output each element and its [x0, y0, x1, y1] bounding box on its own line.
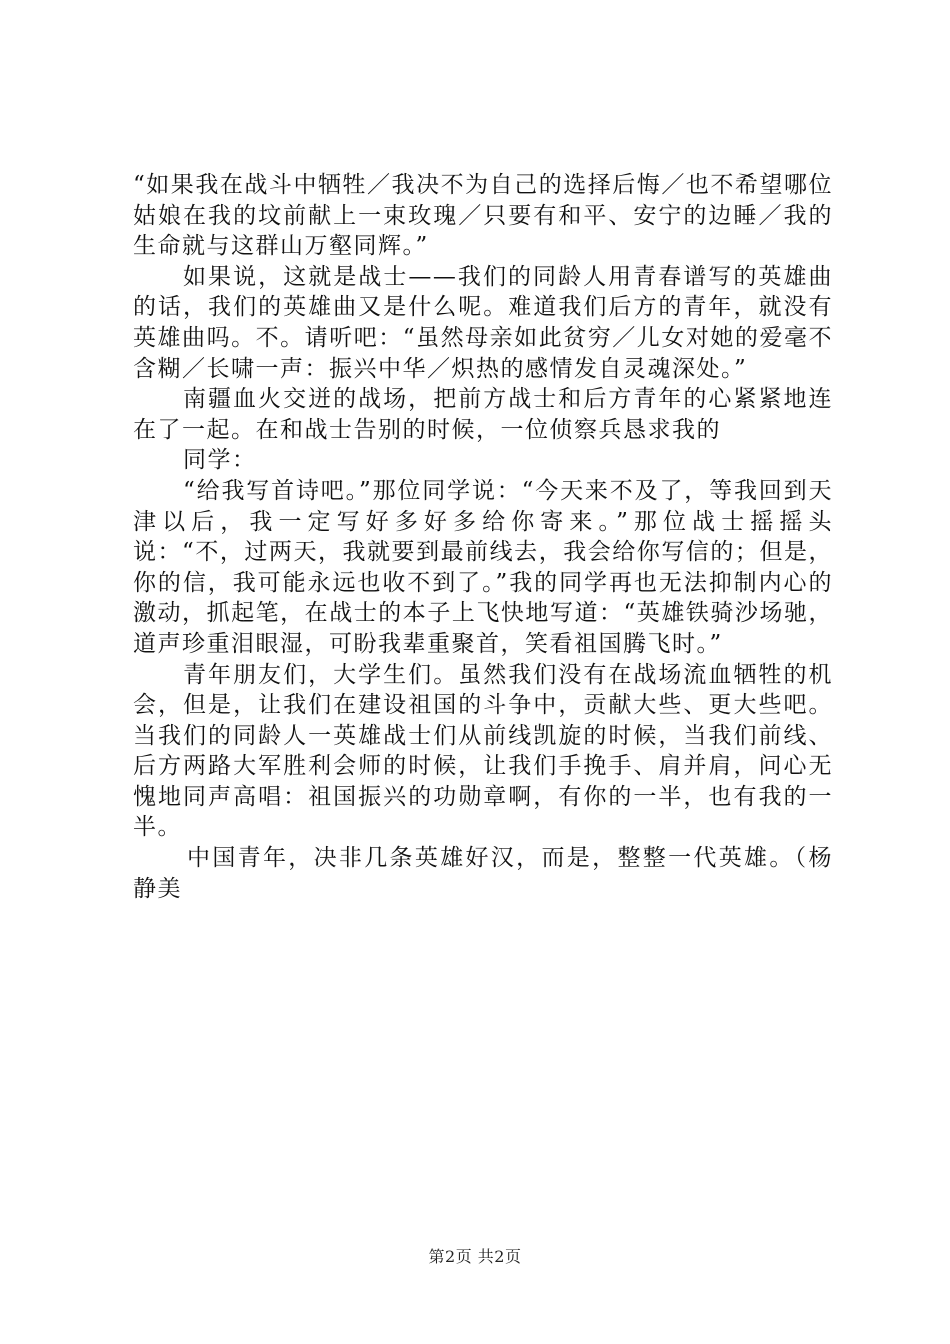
paragraph-hero-song: 如果说，这就是战士——我们的同龄人用青春谱写的英雄曲的话，我们的英雄曲又是什么呢。难道我们后方的青年，就没有英雄曲吗。不。请听吧：“虽然母亲如此贫穷／儿女对她的爱毫不含糊／长啸一声：振兴中华／炽热的感情发自灵魂深处。” [133, 263, 833, 382]
paragraph-young-friends: 青年朋友们，大学生们。虽然我们没有在战场流血牺牲的机会，但是，让我们在建设祖国的斗争中，贡献大些、更大些吧。当我们的同龄人一英雄战士们从前线凯旋的时候，当我们前线、后方两路大军胜利会师的时候，让我们手挽手、肩并肩，问心无愧地同声高唱：祖国振兴的功勋章啊，有你的一半，也有我的一半。 [133, 661, 833, 841]
document-body [133, 170, 833, 904]
paragraph-poem-quote: “如果我在战斗中牺牲／我决不为自己的选择后悔／也不希望哪位姑娘在我的坟前献上一束玫瑰／只要有和平、安宁的边睡／我的生命就与这群山万壑同辉。” [133, 172, 833, 260]
paragraph-classmate: 同学： [183, 447, 257, 474]
paragraph-conclusion: 中国青年，决非几条英雄好汉，而是，整整一代英雄。（杨静美 [133, 845, 833, 902]
page-footer: 第2页 共2页 [428, 1247, 522, 1266]
paragraph-write-poem: “给我写首诗吧。”那位同学说：“今天来不及了，等我回到天津以后，我一定写好多好多给你寄来。”那位战士摇摇头说：“不，过两天，我就要到最前线去，我会给你写信的；但是，你的信，我可能永远也收不到了。”我的同学再也无法抑制内心的激动，抓起笔，在战士的本子上飞快地写道：“英雄铁骑沙场驰，道声珍重泪眼湿，可盼我辈重聚首，笑看祖国腾飞时。” [133, 477, 833, 657]
paragraph-southern-battlefield: 南疆血火交迸的战场，把前方战士和后方青年的心紧紧地连在了一起。在和战士告别的时候，一位侦察兵恳求我的 [133, 386, 833, 443]
